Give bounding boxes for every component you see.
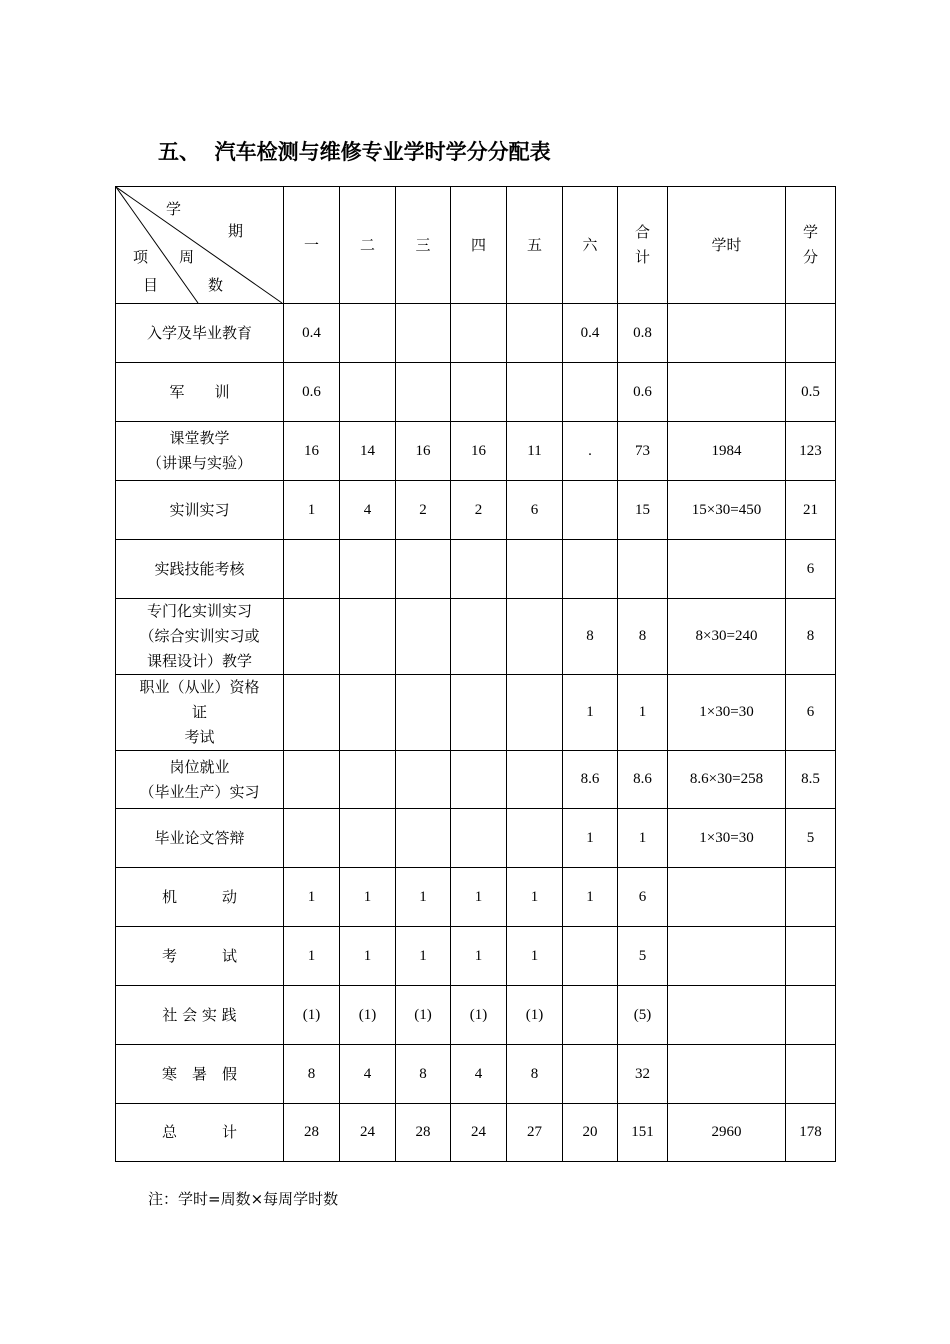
cell-total: 5: [618, 927, 668, 986]
cell-hours: 1984: [668, 422, 786, 481]
cell-s6: 20: [563, 1104, 618, 1162]
cell-total: 0.6: [618, 363, 668, 422]
row-label: [116, 422, 284, 481]
cell-s1: 1: [284, 481, 340, 540]
cell-s5: 27: [507, 1104, 563, 1162]
cell-s2: [340, 675, 396, 751]
semester-6-header: 六: [563, 187, 618, 304]
cell-s6: [563, 927, 618, 986]
cell-s4: [451, 363, 507, 422]
table-row: [116, 481, 836, 540]
cell-s2: 24: [340, 1104, 396, 1162]
cell-s1: 16: [284, 422, 340, 481]
cell-s3: [396, 751, 451, 809]
semester-4-header: 四: [451, 187, 507, 304]
cell-s2: (1): [340, 986, 396, 1045]
cell-total: 15: [618, 481, 668, 540]
cell-s6: 1: [563, 809, 618, 868]
cell-hours: 1×30=30: [668, 675, 786, 751]
cell-s2: [340, 751, 396, 809]
cell-hours: 1×30=30: [668, 809, 786, 868]
row-label-line: （讲课与实验）: [146, 454, 252, 472]
credits-header: [786, 187, 836, 304]
cell-s6: [563, 363, 618, 422]
cell-credits: 21: [786, 481, 836, 540]
cell-hours: [668, 363, 786, 422]
cell-hours: [668, 868, 786, 927]
cell-s4: [451, 751, 507, 809]
cell-hours: 15×30=450: [668, 481, 786, 540]
cell-s2: 14: [340, 422, 396, 481]
row-label-line: 毕业论文答辩: [154, 828, 245, 847]
row-label-line: 专门化实训实习: [146, 602, 252, 620]
row-label-line: 社 会 实 践: [162, 1005, 237, 1024]
cell-s2: [340, 363, 396, 422]
cell-s3: [396, 809, 451, 868]
cell-s5: 11: [507, 422, 563, 481]
cell-s5: [507, 751, 563, 809]
cell-s1: 1: [284, 927, 340, 986]
cell-s2: [340, 304, 396, 363]
cell-credits: 8.5: [786, 751, 836, 809]
row-label-line: 证: [191, 703, 207, 721]
row-label: [116, 868, 284, 927]
cell-total: 8: [618, 599, 668, 675]
cell-s3: 1: [396, 868, 451, 927]
row-label-line: 课堂教学: [169, 429, 230, 447]
total-header-line2: 计: [634, 248, 650, 266]
cell-s3: (1): [396, 986, 451, 1045]
cell-credits: [786, 868, 836, 927]
cell-s3: [396, 363, 451, 422]
cell-s5: [507, 304, 563, 363]
row-label: [116, 809, 284, 868]
diagonal-lines: [116, 187, 284, 304]
cell-s1: (1): [284, 986, 340, 1045]
cell-s2: 4: [340, 1045, 396, 1104]
diag-label-xiang: 项: [133, 248, 149, 266]
cell-s2: [340, 540, 396, 599]
cell-s3: 8: [396, 1045, 451, 1104]
diag-label-qi: 期: [228, 222, 244, 240]
row-label: [116, 481, 284, 540]
cell-s5: [507, 599, 563, 675]
cell-s4: 1: [451, 868, 507, 927]
cell-hours: [668, 927, 786, 986]
row-label-line: （综合实训实习或: [139, 627, 260, 645]
cell-credits: [786, 304, 836, 363]
cell-s3: [396, 675, 451, 751]
cell-s5: (1): [507, 986, 563, 1045]
cell-s3: 28: [396, 1104, 451, 1162]
cell-s4: [451, 304, 507, 363]
row-label: [116, 1045, 284, 1104]
total-header: [618, 187, 668, 304]
row-label-line: 实训实习: [169, 500, 230, 519]
cell-total: 151: [618, 1104, 668, 1162]
table-row: [116, 599, 836, 675]
header-row: [116, 187, 836, 304]
semester-1-header: 一: [284, 187, 340, 304]
cell-s4: (1): [451, 986, 507, 1045]
row-label-line: 职业（从业）资格: [139, 678, 260, 696]
cell-total: 32: [618, 1045, 668, 1104]
cell-hours: 8.6×30=258: [668, 751, 786, 809]
cell-total: 0.8: [618, 304, 668, 363]
diag-label-shu: 数: [208, 276, 224, 294]
row-label: [116, 986, 284, 1045]
cell-s4: [451, 599, 507, 675]
footnote: 注：学时=周数×每周学时数: [148, 1190, 339, 1208]
cell-s5: [507, 540, 563, 599]
cell-s6: .: [563, 422, 618, 481]
cell-s4: 24: [451, 1104, 507, 1162]
table-row: [116, 363, 836, 422]
cell-hours: 2960: [668, 1104, 786, 1162]
cell-s1: [284, 751, 340, 809]
cell-s5: 1: [507, 868, 563, 927]
credit-allocation-table: [115, 186, 836, 1162]
diag-label-xue: 学: [166, 200, 182, 218]
row-label-line: 考 试: [161, 946, 237, 965]
cell-s6: 8.6: [563, 751, 618, 809]
row-label: [116, 599, 284, 675]
cell-s1: [284, 675, 340, 751]
cell-credits: [786, 927, 836, 986]
table-row: [116, 751, 836, 809]
cell-hours: [668, 1045, 786, 1104]
cell-credits: [786, 1045, 836, 1104]
row-label-line: （毕业生产）实习: [139, 782, 260, 801]
table-row: [116, 986, 836, 1045]
cell-s1: 8: [284, 1045, 340, 1104]
cell-s3: [396, 599, 451, 675]
diagonal-header-cell: [116, 187, 284, 304]
cell-s6: [563, 1045, 618, 1104]
cell-hours: [668, 304, 786, 363]
row-label-line: 军 训: [169, 382, 230, 401]
row-label-line: 总 计: [161, 1123, 237, 1141]
total-header-line1: 合: [634, 223, 650, 241]
cell-credits: 6: [786, 675, 836, 751]
credits-header-line2: 分: [802, 248, 818, 266]
semester-5-header: 五: [507, 187, 563, 304]
cell-credits: 0.5: [786, 363, 836, 422]
row-label-line: 考试: [184, 728, 215, 746]
cell-s2: [340, 809, 396, 868]
cell-total: 8.6: [618, 751, 668, 809]
row-label-line: 课程设计）教学: [146, 652, 252, 670]
cell-credits: 178: [786, 1104, 836, 1162]
table-row: [116, 927, 836, 986]
cell-s3: [396, 304, 451, 363]
cell-s6: [563, 540, 618, 599]
table-row: [116, 675, 836, 751]
row-label-line: 岗位就业: [169, 757, 230, 776]
cell-s6: 0.4: [563, 304, 618, 363]
cell-s4: 4: [451, 1045, 507, 1104]
cell-total: 73: [618, 422, 668, 481]
cell-s5: 6: [507, 481, 563, 540]
cell-total: (5): [618, 986, 668, 1045]
cell-s1: 0.4: [284, 304, 340, 363]
cell-s4: 1: [451, 927, 507, 986]
cell-credits: 5: [786, 809, 836, 868]
diag-label-zhou: 周: [179, 248, 195, 266]
cell-s5: 8: [507, 1045, 563, 1104]
cell-s4: [451, 540, 507, 599]
semester-2-header: 二: [340, 187, 396, 304]
cell-s1: 28: [284, 1104, 340, 1162]
cell-s5: [507, 809, 563, 868]
hours-header: 学时: [668, 187, 786, 304]
cell-hours: 8×30=240: [668, 599, 786, 675]
cell-s4: 16: [451, 422, 507, 481]
table-row: [116, 540, 836, 599]
cell-s1: [284, 599, 340, 675]
cell-s5: [507, 675, 563, 751]
cell-s2: 4: [340, 481, 396, 540]
row-label: [116, 304, 284, 363]
row-label-line: 实践技能考核: [154, 559, 245, 578]
credits-header-line1: 学: [802, 223, 818, 241]
cell-s6: 1: [563, 868, 618, 927]
cell-s1: [284, 540, 340, 599]
row-label: [116, 751, 284, 809]
semester-3-header: 三: [396, 187, 451, 304]
cell-s3: 2: [396, 481, 451, 540]
cell-total: [618, 540, 668, 599]
cell-credits: [786, 986, 836, 1045]
cell-s4: 2: [451, 481, 507, 540]
cell-credits: 6: [786, 540, 836, 599]
cell-s5: 1: [507, 927, 563, 986]
row-label: [116, 1104, 284, 1162]
cell-s2: 1: [340, 868, 396, 927]
cell-s3: 16: [396, 422, 451, 481]
cell-hours: [668, 540, 786, 599]
cell-s6: 1: [563, 675, 618, 751]
cell-total: 1: [618, 675, 668, 751]
cell-total: 1: [618, 809, 668, 868]
cell-s4: [451, 809, 507, 868]
cell-credits: 123: [786, 422, 836, 481]
cell-s2: [340, 599, 396, 675]
table-row: [116, 868, 836, 927]
row-label: [116, 363, 284, 422]
table-row: [116, 422, 836, 481]
cell-s1: 1: [284, 868, 340, 927]
cell-s4: [451, 675, 507, 751]
table-row: [116, 809, 836, 868]
cell-s6: 8: [563, 599, 618, 675]
row-label: [116, 675, 284, 751]
cell-s5: [507, 363, 563, 422]
cell-s2: 1: [340, 927, 396, 986]
table-row: [116, 304, 836, 363]
cell-hours: [668, 986, 786, 1045]
cell-s3: [396, 540, 451, 599]
cell-s6: [563, 986, 618, 1045]
row-label-line: 机 动: [161, 887, 237, 906]
table-row: [116, 1104, 836, 1162]
diag-label-mu: 目: [143, 276, 159, 294]
page-title: 五、 汽车检测与维修专业学时学分分配表: [158, 140, 551, 164]
cell-credits: 8: [786, 599, 836, 675]
row-label: [116, 927, 284, 986]
row-label: [116, 540, 284, 599]
cell-total: 6: [618, 868, 668, 927]
row-label-line: 寒 暑 假: [161, 1064, 237, 1083]
cell-s3: 1: [396, 927, 451, 986]
cell-s6: [563, 481, 618, 540]
row-label-line: 入学及毕业教育: [146, 323, 252, 342]
cell-s1: [284, 809, 340, 868]
table-row: [116, 1045, 836, 1104]
cell-s1: 0.6: [284, 363, 340, 422]
